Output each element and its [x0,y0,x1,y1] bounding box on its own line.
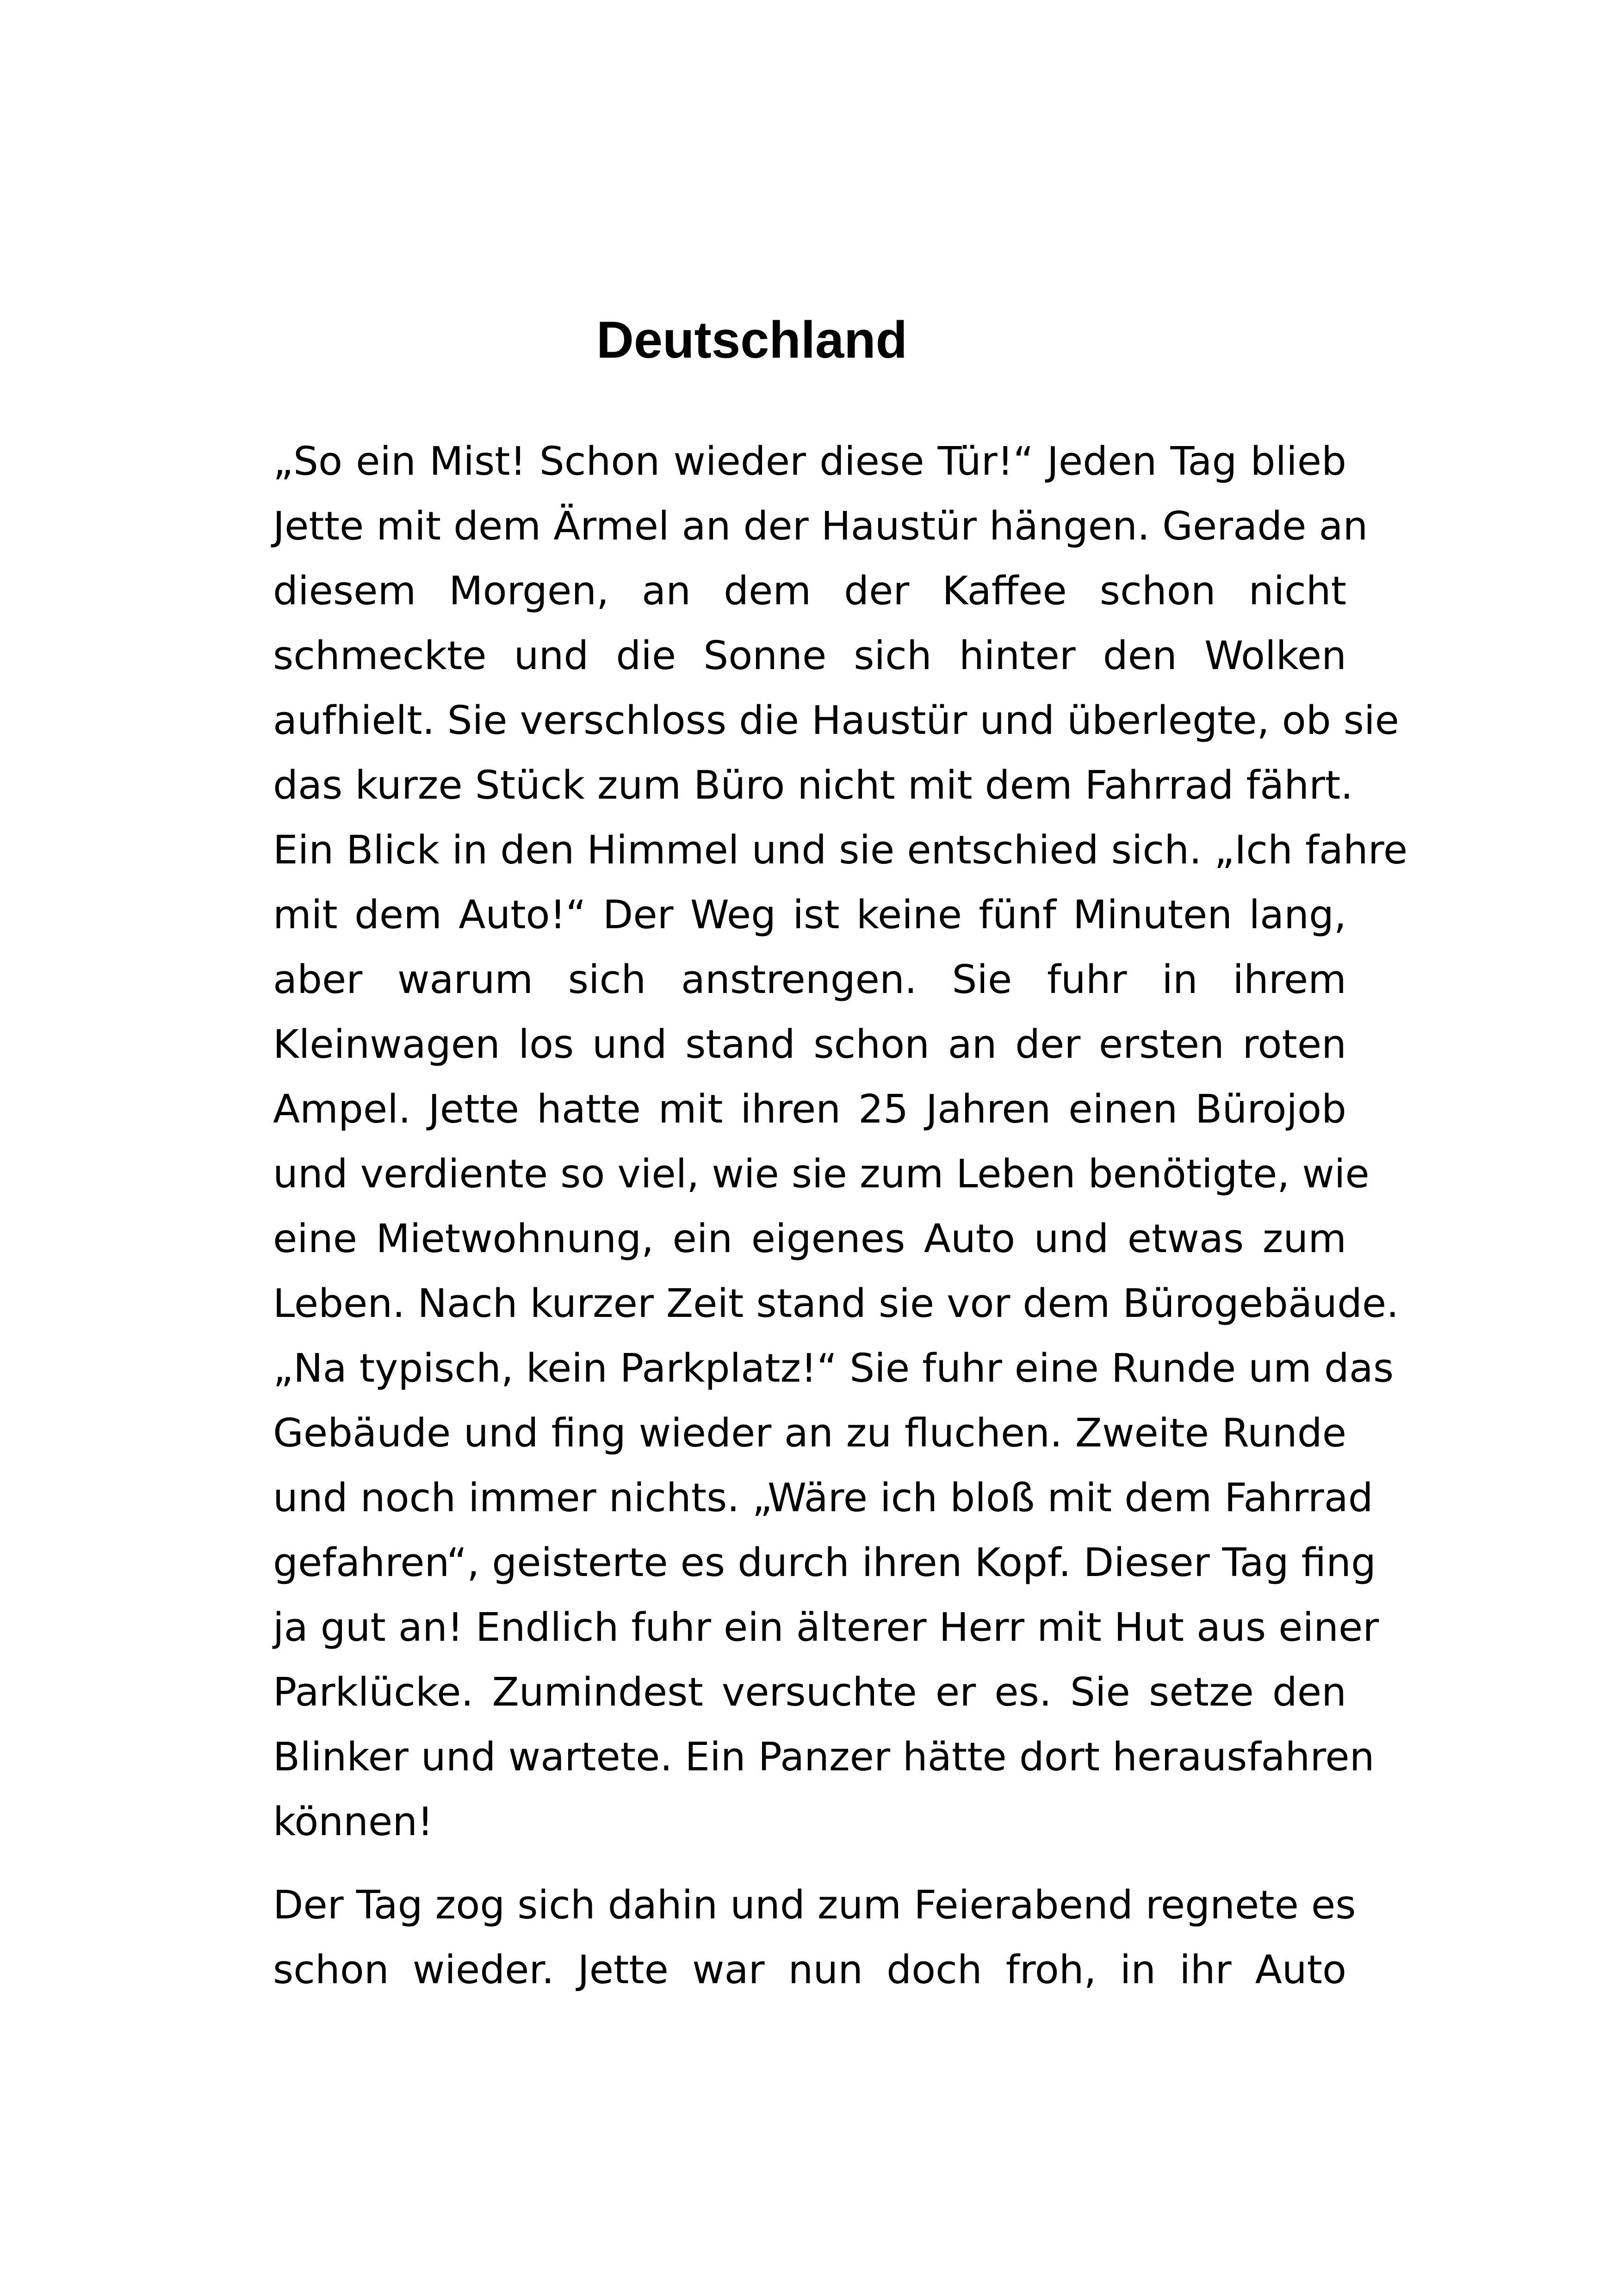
paragraph-2 [273,1873,1356,2003]
text-line: aufhielt. Sie verschloss die Haustür und überlegte, ob sie [273,698,1399,744]
text-line: „Na typisch, kein Parkplatz!“ Sie fuhr eine Runde um das [273,1346,1394,1391]
text-line: Leben. Nach kurzer Zeit stand sie vor dem Bürogebäude. [273,1281,1399,1327]
text-line: schon wieder. Jette war nun doch froh, in ihr Auto [273,1947,1346,1993]
text-line: Parklücke. Zumindest versuchte er es. Sie setze den [273,1669,1346,1715]
text-line: „So ein Mist! Schon wieder diese Tür!“ Jeden Tag blieb [273,439,1346,484]
text-line: Der Tag zog sich dahin und zum Feierabend regnete es [273,1882,1356,1928]
paragraph-1 [273,429,1408,1855]
text-line: ja gut an! Endlich fuhr ein älterer Herr mit Hut aus einer [273,1605,1379,1651]
text-line: und verdiente so viel, wie sie zum Leben benötigte, wie [273,1151,1370,1197]
paragraph-gap [273,1855,1346,1873]
text-line: Kleinwagen los und stand schon an der ersten roten [273,1022,1346,1067]
text-line: aber warum sich anstrengen. Sie fuhr in ihrem [273,957,1346,1003]
text-line: und noch immer nichts. „Wäre ich bloß mit dem Fahrrad [273,1475,1373,1521]
text-line: Gebäude und fing wieder an zu fluchen. Zweite Runde [273,1410,1346,1456]
story-text [273,429,1408,2003]
text-line: gefahren“, geisterte es durch ihren Kopf. Dieser Tag fing [273,1540,1376,1586]
text-line: diesem Morgen, an dem der Kaffee schon nicht [273,568,1346,614]
page-title: Deutschland [596,311,908,369]
text-line: das kurze Stück zum Büro nicht mit dem Fahrrad fährt. [273,763,1353,808]
text-line: schmeckte und die Sonne sich hinter den Wolken [273,633,1346,679]
text-line: eine Mietwohnung, ein eigenes Auto und etwas zum [273,1216,1346,1262]
text-line: Jette mit dem Ärmel an der Haustür hängen. Gerade an [273,503,1368,549]
text-line: Ein Blick in den Himmel und sie entschied sich. „Ich fahre [273,827,1408,873]
text-line: mit dem Auto!“ Der Weg ist keine fünf Minuten lang, [273,892,1346,938]
text-line: können! [273,1799,434,1845]
text-line: Ampel. Jette hatte mit ihren 25 Jahren einen Bürojob [273,1086,1346,1132]
text-line: Blinker und wartete. Ein Panzer hätte dort herausfahren [273,1734,1375,1780]
